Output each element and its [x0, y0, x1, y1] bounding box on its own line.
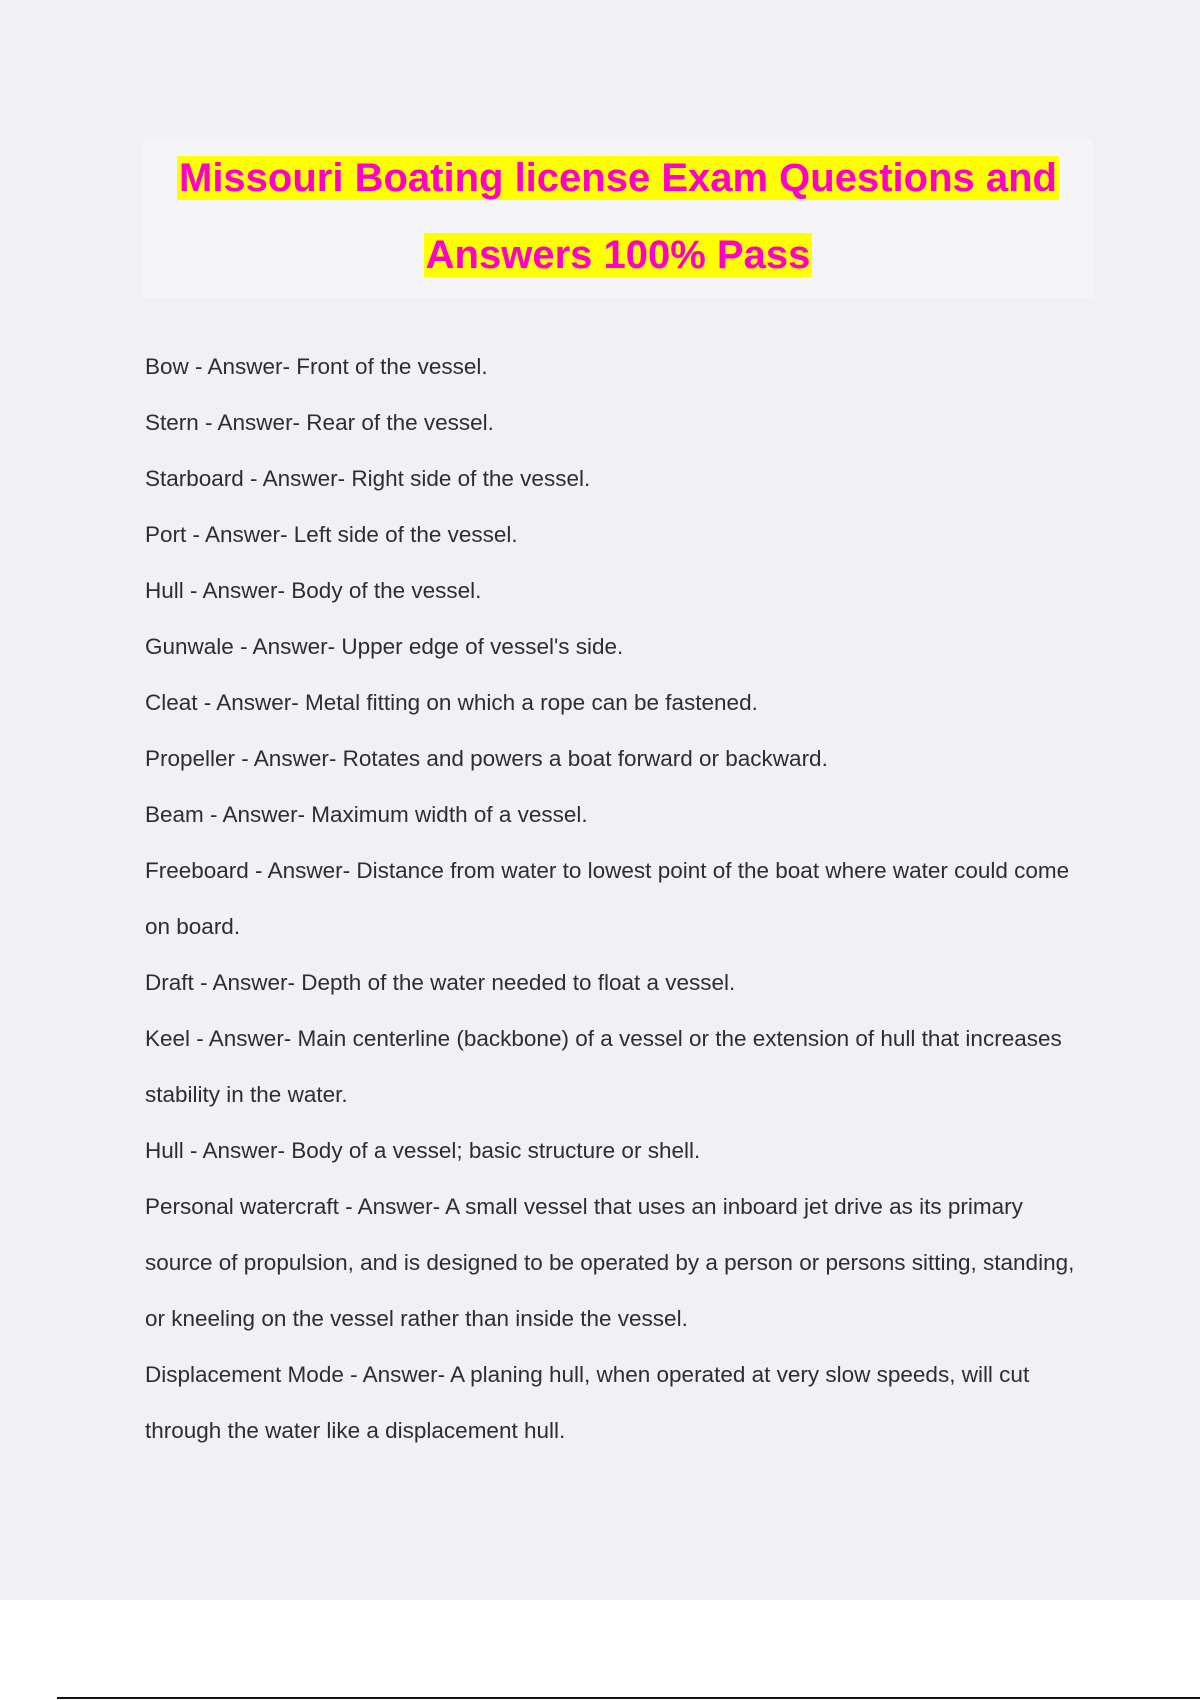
title-highlight-2: Answers 100% Pass	[425, 233, 811, 277]
qa-item-beam: Beam - Answer- Maximum width of a vessel.	[145, 802, 588, 827]
qa-item-port: Port - Answer- Left side of the vessel.	[145, 522, 518, 547]
qa-item-gunwale: Gunwale - Answer- Upper edge of vessel's side.	[145, 634, 624, 659]
qa-item-keel: Keel - Answer- Main centerline (backbone) of a vessel or the extension of hull that increases stability in the water.	[145, 1026, 1062, 1107]
qa-item-cleat: Cleat - Answer- Metal fitting on which a rope can be fastened.	[145, 690, 758, 715]
qa-item-hull-structure: Hull - Answer- Body of a vessel; basic structure or shell.	[145, 1138, 701, 1163]
footer-divider	[57, 1697, 1200, 1699]
document-title-block	[143, 140, 1093, 298]
page-title-line-2	[143, 217, 1093, 294]
qa-item-freeboard: Freeboard - Answer- Distance from water to lowest point of the boat where water could come on board.	[145, 858, 1070, 939]
qa-item-draft: Draft - Answer- Depth of the water needed to float a vessel.	[145, 970, 736, 995]
qa-item-hull: Hull - Answer- Body of the vessel.	[145, 578, 482, 603]
qa-item-stern: Stern - Answer- Rear of the vessel.	[145, 410, 494, 435]
qa-item-personal-watercraft: Personal watercraft - Answer- A small vessel that uses an inboard jet drive as its primary source of propulsion, and is designed to be operated by a person or persons sitting, standing, or kneeling on the vessel rather than inside the vessel.	[145, 1194, 1075, 1331]
qa-item-starboard: Starboard - Answer- Right side of the vessel.	[145, 466, 591, 491]
title-highlight-1: Missouri Boating license Exam Questions and	[179, 156, 1057, 200]
page-title-line-1	[143, 140, 1093, 217]
qa-list	[145, 339, 1095, 1459]
qa-item-propeller: Propeller - Answer- Rotates and powers a boat forward or backward.	[145, 746, 828, 771]
qa-item-displacement-mode: Displacement Mode - Answer- A planing hull, when operated at very slow speeds, will cut through the water like a displacement hull.	[145, 1362, 1030, 1443]
qa-item-bow: Bow - Answer- Front of the vessel.	[145, 354, 488, 379]
